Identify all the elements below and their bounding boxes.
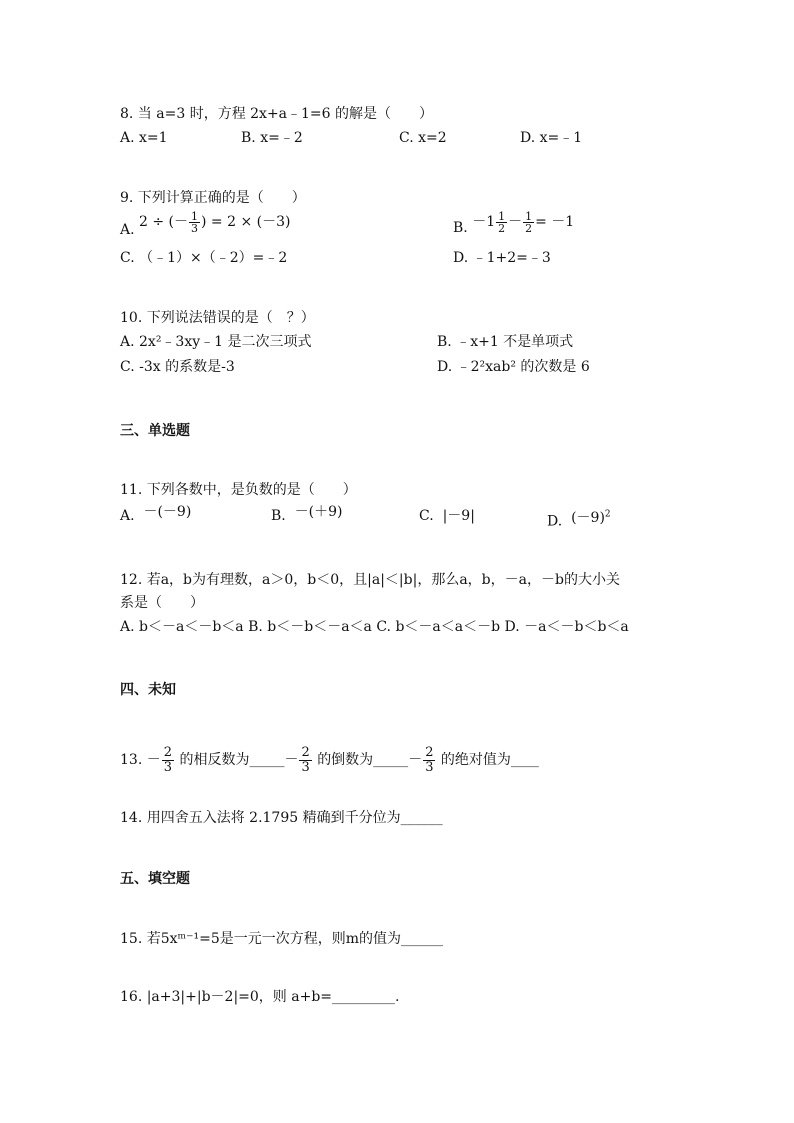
q11-option-c xyxy=(419,506,475,526)
q9-option-a-label: A. xyxy=(120,222,135,238)
q9-option-b-label: B. xyxy=(453,220,468,236)
q12-stem-line2: 系是（ ） xyxy=(120,595,204,611)
q10-stem: 10. 下列说法错误的是（ ？） xyxy=(120,310,315,326)
q12-options: A. b＜－a＜－b＜a B. b＜－b＜－a＜a C. b＜－a＜a＜－b D. －a＜－b＜b＜a xyxy=(120,619,629,635)
q11-option-c-formula: |－9| xyxy=(438,508,475,524)
q11-option-a-formula: －(－9) xyxy=(139,504,192,520)
q9-option-b-formula: －1 $\frac{1}{2}$ － $\frac{1}{2}$ = －1 xyxy=(472,209,575,235)
q11-option-a xyxy=(120,506,191,526)
q13-fraction-2: － $\frac{2}{3}$ xyxy=(284,744,310,775)
q13-blank-opposite: 的相反数为_____ xyxy=(179,752,285,768)
q13-number: 13. xyxy=(120,752,143,768)
section-heading-single-choice: 三、单选题 xyxy=(120,423,190,439)
q13-fraction-1: － $\frac{2}{3}$ xyxy=(146,744,172,775)
q11-stem: 11. 下列各数中，是负数的是（ ） xyxy=(120,482,357,498)
q9-option-d: D. ﹣1+2=﹣3 xyxy=(453,250,551,266)
q11-option-d-formula: $(-9)^2$ xyxy=(566,509,611,526)
q10-option-a: A. 2x²﹣3xy﹣1 是二次三项式 xyxy=(120,334,312,350)
section-heading-fill-blank: 五、填空题 xyxy=(120,871,190,887)
q14: 14. 用四舍五入法将 2.1795 精确到千分位为______ xyxy=(120,810,443,826)
q13-blank-absolute: 的绝对值为____ xyxy=(440,752,539,768)
q11-option-b-formula: －(＋9) xyxy=(290,504,343,520)
q16: 16. |a+3|+|b－2|=0，则 a+b=_________. xyxy=(120,989,400,1005)
q11-option-a-label: A. xyxy=(120,508,135,524)
q10-option-d: D. ﹣2²xab² 的次数是 6 xyxy=(437,359,590,375)
section-heading-unknown: 四、未知 xyxy=(120,682,176,698)
q15: 15. 若5xᵐ⁻¹=5是一元一次方程，则m的值为______ xyxy=(120,931,444,947)
q12-stem-line1: 12. 若a，b为有理数，a＞0，b＜0，且|a|＜|b|，那么a，b，－a，－b的大小关 xyxy=(120,572,620,588)
q8-option-a: A. x=1 xyxy=(120,130,168,146)
q9-option-c: C. （﹣1）×（﹣2）=﹣2 xyxy=(120,250,288,266)
q10-option-c: C. -3x 的系数是-3 xyxy=(120,359,235,375)
q8-option-c: C. x=2 xyxy=(399,130,447,146)
q9-option-a-formula: 2 ÷ (－ $\frac{1}{3}$ ) = 2 × (－3) xyxy=(139,209,291,235)
q9-option-a xyxy=(120,209,291,243)
q9-option-b xyxy=(453,209,575,241)
q9-stem: 9. 下列计算正确的是（ ） xyxy=(120,190,306,206)
q11-option-b-label: B. xyxy=(271,508,286,524)
q8-option-d: D. x=﹣1 xyxy=(520,130,583,146)
q13-blank-reciprocal: 的倒数为_____ xyxy=(317,752,409,768)
q11-option-d-label: D. xyxy=(547,513,563,530)
q11-option-b xyxy=(271,506,342,526)
q8-stem: 8. 当 a=3 时，方程 2x+a﹣1=6 的解是（ ） xyxy=(120,106,434,122)
q10-option-b: B. ﹣x+1 不是单项式 xyxy=(437,334,574,350)
q13-fraction-3: － $\frac{2}{3}$ xyxy=(408,744,434,775)
q11-option-c-label: C. xyxy=(419,508,434,524)
q11-option-d xyxy=(547,508,611,532)
q13 xyxy=(120,740,539,780)
q8-option-b: B. x=﹣2 xyxy=(241,130,303,146)
